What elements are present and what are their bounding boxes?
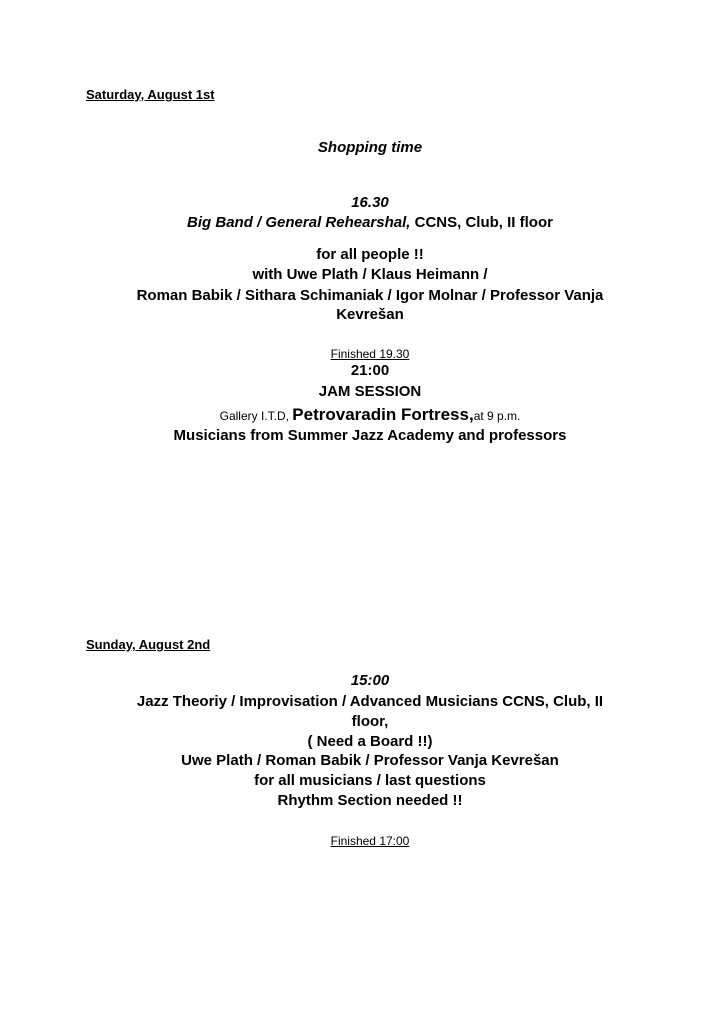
finished-label-2: Finished 17:00 (330, 834, 410, 848)
gallery-label: Gallery I.T.D, (219, 409, 293, 423)
jam-start-time: at 9 p.m. (473, 409, 521, 423)
rhythm-section-line: Rhythm Section needed !! (277, 792, 463, 809)
rehearsal-title: Big Band / General Rehearshal, (187, 214, 411, 231)
teachers-names-line-2: Kevrešan (336, 306, 404, 323)
rehearsal-time: 16.30 (351, 194, 389, 211)
jam-location-line (60, 405, 680, 426)
theory-line: Jazz Theoriy / Improvisation / Advanced Musicians CCNS, Club, II (136, 693, 604, 710)
with-teachers-line: with Uwe Plath / Klaus Heimann / (252, 266, 488, 283)
saturday-date-heading: Saturday, August 1st (86, 87, 215, 102)
teachers-names-line: Roman Babik / Sithara Schimaniak / Igor Molnar / Professor Vanja (136, 287, 604, 304)
jam-musicians-line: Musicians from Summer Jazz Academy and professors (173, 427, 567, 444)
fortress-label: Petrovaradin Fortress, (292, 405, 474, 424)
jam-session-title: JAM SESSION (318, 383, 422, 400)
shopping-time: Shopping time (317, 139, 423, 156)
rehearsal-line (60, 213, 680, 233)
finished-label: Finished 19.30 (330, 347, 410, 361)
last-questions-line: for all musicians / last questions (254, 772, 486, 789)
sunday-date-heading: Sunday, August 2nd (86, 637, 211, 652)
rehearsal-location: CCNS, Club, II floor (410, 214, 553, 231)
theory-teachers-line: Uwe Plath / Roman Babik / Professor Vanja Kevrešan (181, 752, 559, 769)
need-board-line: ( Need a Board !!) (307, 733, 433, 750)
finished-time-2 (60, 831, 680, 851)
theory-time: 15:00 (350, 672, 390, 689)
theory-line-2: floor, (351, 713, 389, 730)
for-all-people: for all people !! (316, 246, 424, 263)
jam-time: 21:00 (350, 362, 390, 379)
